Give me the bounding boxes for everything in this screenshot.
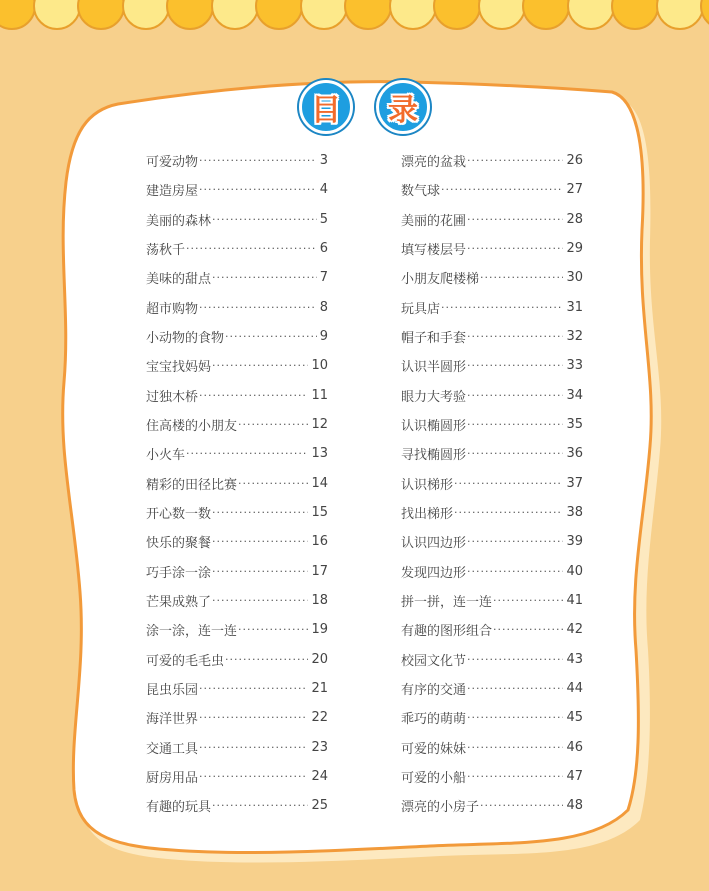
toc-entry[interactable] — [146, 175, 328, 204]
toc-leader-dots — [199, 389, 308, 402]
toc-entry-title: 厨房用品 — [146, 771, 199, 787]
toc-entry[interactable] — [146, 527, 328, 556]
toc-entry-page: 42 — [566, 622, 583, 638]
toc-entry-title: 建造房屋 — [146, 184, 199, 200]
toc-entry[interactable] — [146, 263, 328, 292]
toc-entry-page: 17 — [311, 563, 328, 579]
toc-entry-page: 22 — [311, 710, 328, 726]
toc-entry-page: 18 — [311, 593, 328, 609]
toc-leader-dots — [467, 535, 563, 548]
toc-leader-dots — [225, 653, 308, 666]
toc-entry-page: 11 — [311, 387, 328, 403]
toc-leader-dots — [467, 389, 563, 402]
toc-entry[interactable] — [401, 322, 583, 351]
toc-entry-title: 可爱的毛毛虫 — [146, 653, 225, 669]
toc-entry-title: 漂亮的盆栽 — [401, 155, 467, 171]
toc-entry[interactable] — [146, 381, 328, 410]
toc-entry[interactable] — [146, 410, 328, 439]
toc-entry-title: 住高楼的小朋友 — [146, 419, 238, 435]
toc-entry-page: 44 — [566, 681, 583, 697]
toc-entry-title: 交通工具 — [146, 741, 199, 757]
toc-entry-page: 45 — [566, 710, 583, 726]
toc-entry-title: 寻找椭圆形 — [401, 448, 467, 464]
toc-entry-title: 美丽的花圃 — [401, 213, 467, 229]
toc-entry-title: 芒果成熟了 — [146, 595, 212, 611]
toc-entry-title: 超市购物 — [146, 301, 199, 317]
toc-entry[interactable] — [146, 762, 328, 791]
toc-entry[interactable] — [401, 615, 583, 644]
toc-entry[interactable] — [146, 586, 328, 615]
toc-entry-title: 找出梯形 — [401, 507, 454, 523]
toc-entry-page: 23 — [311, 739, 328, 755]
toc-entry-page: 16 — [311, 534, 328, 550]
toc-entry[interactable] — [401, 586, 583, 615]
toc-entry-title: 小朋友爬楼梯 — [401, 272, 480, 288]
toc-leader-dots — [493, 623, 563, 636]
toc-entry-title: 可爱的妹妹 — [401, 741, 467, 757]
toc-entry[interactable] — [146, 733, 328, 762]
toc-entry-title: 小动物的食物 — [146, 331, 225, 347]
toc-entry[interactable] — [401, 351, 583, 380]
toc-entry-title: 可爱的小船 — [401, 771, 467, 787]
toc-entry-page: 4 — [319, 182, 328, 198]
toc-leader-dots — [212, 535, 308, 548]
toc-entry-page: 47 — [566, 769, 583, 785]
toc-leader-dots — [467, 447, 563, 460]
toc-entry-page: 43 — [566, 651, 583, 667]
toc-entry-page: 24 — [311, 769, 328, 785]
toc-leader-dots — [480, 271, 563, 284]
toc-entry-page: 32 — [566, 329, 583, 345]
toc-entry-title: 有趣的图形组合 — [401, 624, 493, 640]
toc-entry[interactable] — [401, 674, 583, 703]
toc-entry-page: 3 — [319, 153, 328, 169]
toc-leader-dots — [212, 359, 308, 372]
toc-entry-page: 31 — [566, 299, 583, 315]
toc-entry-page: 34 — [566, 387, 583, 403]
toc-entry[interactable] — [146, 146, 328, 175]
toc-entry-title: 漂亮的小房子 — [401, 800, 480, 816]
toc-leader-dots — [212, 594, 308, 607]
toc-leader-dots — [467, 213, 563, 226]
toc-entry[interactable] — [146, 293, 328, 322]
toc-leader-dots — [467, 565, 563, 578]
toc-entry-title: 帽子和手套 — [401, 331, 467, 347]
toc-entry-title: 有趣的玩具 — [146, 800, 212, 816]
toc-leader-dots — [467, 359, 563, 372]
toc-entry-page: 41 — [566, 593, 583, 609]
toc-entry-title: 快乐的聚餐 — [146, 536, 212, 552]
toc-leader-dots — [212, 799, 308, 812]
toc-entry[interactable] — [146, 351, 328, 380]
toc-entry[interactable] — [401, 703, 583, 732]
toc-leader-dots — [467, 741, 563, 754]
toc-leader-dots — [493, 594, 563, 607]
toc-entry[interactable] — [401, 439, 583, 468]
toc-entry[interactable] — [146, 615, 328, 644]
toc-leader-dots — [467, 770, 563, 783]
toc-entry[interactable] — [401, 263, 583, 292]
toc-leader-dots — [441, 183, 563, 196]
toc-entry[interactable] — [401, 791, 583, 820]
toc-entry[interactable] — [146, 703, 328, 732]
toc-entry[interactable] — [146, 645, 328, 674]
toc-entry[interactable] — [401, 733, 583, 762]
toc-entry[interactable] — [146, 205, 328, 234]
toc-entry-page: 25 — [311, 798, 328, 814]
toc-entry-title: 数气球 — [401, 184, 441, 200]
toc-entry-title: 乖巧的萌萌 — [401, 712, 467, 728]
toc-leader-dots — [238, 477, 308, 490]
toc-entry-page: 13 — [311, 446, 328, 462]
toc-entry[interactable] — [401, 146, 583, 175]
toc-entry[interactable] — [146, 498, 328, 527]
toc-entry-title: 填写楼层号 — [401, 243, 467, 259]
toc-entry[interactable] — [401, 762, 583, 791]
toc-entry-title: 发现四边形 — [401, 565, 467, 581]
toc-entry-title: 眼力大考验 — [401, 389, 467, 405]
toc-leader-dots — [441, 301, 563, 314]
toc-entry-page: 30 — [566, 270, 583, 286]
toc-entry[interactable] — [401, 410, 583, 439]
toc-entry[interactable] — [401, 645, 583, 674]
toc-leader-dots — [238, 418, 308, 431]
toc-entry-title: 美丽的森林 — [146, 213, 212, 229]
toc-entry-page: 27 — [566, 182, 583, 198]
toc-leader-dots — [467, 154, 563, 167]
toc-leader-dots — [199, 682, 308, 695]
toc-entry-title: 校园文化节 — [401, 653, 467, 669]
toc-leader-dots — [212, 271, 317, 284]
toc-entry[interactable] — [401, 498, 583, 527]
toc-entry-page: 46 — [566, 739, 583, 755]
toc-entry-page: 21 — [311, 681, 328, 697]
toc-entry-title: 巧手涂一涂 — [146, 565, 212, 581]
toc-entry-page: 33 — [566, 358, 583, 374]
toc-leader-dots — [238, 623, 308, 636]
toc-entry-page: 7 — [319, 270, 328, 286]
toc-entry-title: 认识四边形 — [401, 536, 467, 552]
title-char-2: 录 — [376, 80, 430, 134]
toc-entry-title: 拼一拼，连一连 — [401, 595, 493, 611]
toc-leader-dots — [186, 447, 308, 460]
toc-leader-dots — [199, 183, 317, 196]
toc-leader-dots — [199, 154, 317, 167]
toc-entry[interactable] — [146, 234, 328, 263]
toc-entry-title: 宝宝找妈妈 — [146, 360, 212, 376]
toc-entry[interactable] — [146, 557, 328, 586]
toc-entry[interactable] — [401, 205, 583, 234]
toc-entry[interactable] — [146, 791, 328, 820]
toc-entry[interactable] — [401, 381, 583, 410]
toc-leader-dots — [480, 799, 563, 812]
toc-leader-dots — [199, 741, 308, 754]
toc-leader-dots — [212, 565, 308, 578]
toc-entry[interactable] — [401, 293, 583, 322]
toc-entry[interactable] — [401, 234, 583, 263]
toc-entry-page: 8 — [319, 299, 328, 315]
toc-entry-page: 20 — [311, 651, 328, 667]
toc-entry-page: 19 — [311, 622, 328, 638]
toc-leader-dots — [199, 301, 317, 314]
toc-entry-page: 39 — [566, 534, 583, 550]
toc-entry[interactable] — [401, 469, 583, 498]
toc-entry-page: 14 — [311, 475, 328, 491]
toc-leader-dots — [467, 653, 563, 666]
toc-leader-dots — [212, 506, 308, 519]
toc-entry-page: 9 — [319, 329, 328, 345]
toc-leader-dots — [199, 770, 308, 783]
toc-entry-page: 6 — [319, 241, 328, 257]
toc-entry-page: 28 — [566, 211, 583, 227]
toc-entry-title: 小火车 — [146, 448, 186, 464]
toc-right-column — [401, 146, 583, 821]
toc-entry-title: 可爱动物 — [146, 155, 199, 171]
toc-title — [0, 80, 709, 136]
toc-entry-title: 认识半圆形 — [401, 360, 467, 376]
toc-entry-page: 5 — [319, 211, 328, 227]
toc-entry-title: 玩具店 — [401, 301, 441, 317]
toc-entry-title: 昆虫乐园 — [146, 683, 199, 699]
toc-entry[interactable] — [401, 175, 583, 204]
toc-entry-title: 有序的交通 — [401, 683, 467, 699]
toc-entry-title: 过独木桥 — [146, 389, 199, 405]
toc-entry-page: 15 — [311, 505, 328, 521]
toc-entry-page: 10 — [311, 358, 328, 374]
toc-entry-title: 荡秋千 — [146, 243, 186, 259]
toc-entry-page: 36 — [566, 446, 583, 462]
toc-entry[interactable] — [146, 674, 328, 703]
toc-leader-dots — [467, 418, 563, 431]
toc-entry[interactable] — [146, 439, 328, 468]
toc-entry-page: 26 — [566, 153, 583, 169]
toc-entry-title: 认识椭圆形 — [401, 419, 467, 435]
toc-entry[interactable] — [401, 527, 583, 556]
toc-leader-dots — [467, 682, 563, 695]
toc-entry[interactable] — [146, 322, 328, 351]
toc-entry-page: 37 — [566, 475, 583, 491]
toc-leader-dots — [467, 330, 563, 343]
toc-leader-dots — [199, 711, 308, 724]
toc-entry-page: 48 — [566, 798, 583, 814]
toc-leader-dots — [186, 242, 317, 255]
toc-entry-title: 开心数一数 — [146, 507, 212, 523]
toc-leader-dots — [454, 506, 563, 519]
title-char-1: 目 — [299, 80, 353, 134]
toc-entry-page: 35 — [566, 417, 583, 433]
toc-entry-page: 38 — [566, 505, 583, 521]
toc-entry-title: 海洋世界 — [146, 712, 199, 728]
toc-leader-dots — [454, 477, 563, 490]
toc-entry-title: 涂一涂，连一连 — [146, 624, 238, 640]
toc-entry-title: 认识梯形 — [401, 477, 454, 493]
toc-leader-dots — [212, 213, 317, 226]
toc-entry-page: 40 — [566, 563, 583, 579]
toc-leader-dots — [467, 242, 563, 255]
toc-left-column — [146, 146, 328, 821]
toc-entry-page: 29 — [566, 241, 583, 257]
toc-entry[interactable] — [401, 557, 583, 586]
toc-leader-dots — [225, 330, 317, 343]
toc-entry-title: 美味的甜点 — [146, 272, 212, 288]
toc-leader-dots — [467, 711, 563, 724]
toc-entry[interactable] — [146, 469, 328, 498]
toc-entry-page: 12 — [311, 417, 328, 433]
toc-entry-title: 精彩的田径比赛 — [146, 477, 238, 493]
